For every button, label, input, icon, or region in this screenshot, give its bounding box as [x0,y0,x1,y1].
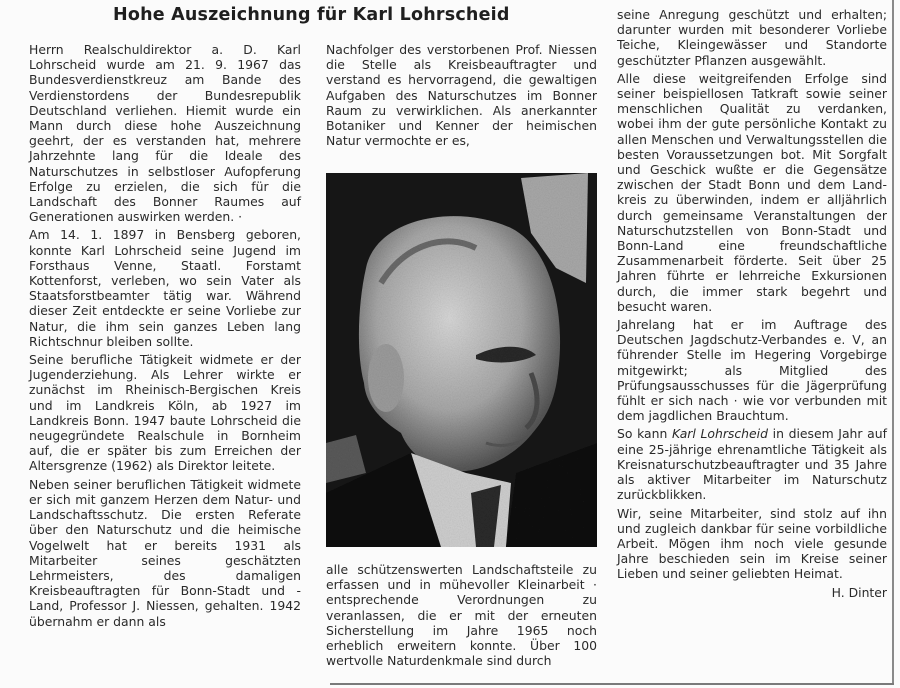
paragraph: Wir, seine Mitarbeiter, sind stolz auf ihn und zugleich dankbar für seine vorbildliche Arbeit. Mögen ihm noch viele gesunde Jahre beschieden sein im Kreise seiner Lieben und seiner geliebten Heimat. [617,505,887,582]
paragraph: Nachfolger des verstorbenen Prof. Niessen die Stelle als Kreisbeauftragter und verstand es hervorragend, die gewaltigen Aufgaben des Naturschutzes im Bonner Raum zu verwirklichen. Als anerkannter Botaniker und Kenner der heimischen Natur vermochte er es, [326,42,597,149]
paragraph [617,426,887,502]
paragraph: alle schützenswerten Landschaftsteile zu erfassen und in mühevoller Kleinarbeit · entsprechende Verordnungen zu veranlassen, die er mit der erneuten Sicherstellung im Jahre 1965 noch erheblich erweitern konnte. Über 100 wertvolle Naturdenkmale sind durch [326,562,597,669]
article-column-2-top [326,42,597,148]
portrait-photo [326,173,597,547]
paragraph: Am 14. 1. 1897 in Bensberg geboren, konnte Karl Lohrscheid seine Jugend im Forsthaus Venne, Staatl. Forstamt Kottenforst, verleben, wo sein Vater als Staatsforstbeamter tätig war. Während dieser Zeit entdeckte er seine Vorliebe zur Natur, die ihm sein ganzes Leben lang Richtschnur bleiben sollte. [29,227,301,349]
article-column-2-bottom [326,562,597,668]
column-border-right [892,0,894,684]
author-signature: H. Dinter [831,584,887,600]
paragraph: Alle diese weitgreifenden Erfolge sind seiner beispiellosen Tatkraft sowie seiner menschlichen Qualität zu verdanken, wobei ihm der gute persönliche Kontakt zu allen Menschen und Verwaltungsstellen die besten Voraussetzungen bot. Mit Sorgfalt und Geschick wußte er die Gegensätze zwischen der Stadt Bonn und dem Landkreis zu überwinden, indem er alljährlich durch gemeinsame Veranstaltungen der Naturschutzstellen von Bonn-Stadt und Bonn-Land eine freundschaftliche Zusammenarbeit förderte. Seit über 25 Jahren führte er lehrreiche Exkursionen durch, die immer stark begehrt und besucht waren. [617,70,887,314]
paragraph-text: So kann [617,426,673,442]
paragraph: seine Anregung geschützt und erhalten; darunter wurden mit besonderer Vorliebe Teiche, Kleingewässer und Standorte geschützter Pflanzen ausgewählt. [617,7,887,68]
article-title: Hohe Auszeichnung für Karl Lohrscheid [113,5,510,25]
paragraph: Jahrelang hat er im Auftrage des Deutschen Jagdschutz-Verbandes e. V, an führender Stelle im Hegering Vorgebirge mitgewirkt; als Mitglied des Prüfungsausschusses für die Jägerprüfung fühlt er sich nach · wie vor verbunden mit dem jagdlichen Brauchtum. [617,317,887,424]
paragraph: Herrn Realschuldirektor a. D. Karl Lohrscheid wurde am 21. 9. 1967 das Bundesverdienstkreuz am Bande des Verdienstordens der Bundesrepublik Deutschland verliehen. Hiemit wurde ein Mann durch diese hohe Auszeichnung geehrt, der es verstanden hat, mehrere Jahrzehnte lang für die Ideale des Naturschutzes in selbstloser Aufopferung Erfolge zu erzielen, die sich für die Landschaft des Bonner Raumes auf Generationen auswirken werden. · [29,42,301,225]
paragraph-text: in diesem Jahr auf eine 25-jährige ehrenamtliche Tätigkeit als Kreisnaturschutzbeauftragter und 35 Jahre als aktiver Mitarbeiter im Naturschutz zurückblikken. [617,426,887,503]
paragraph: Seine berufliche Tätigkeit widmete er der Jugenderziehung. Als Lehrer wirkte er zunächst im Rheinisch-Bergischen Kreis und im Landkreis Köln, ab 1927 im Landkreis Bonn. 1947 baute Lohrscheid die neugegründete Realschule in Bornheim auf, die er später bis zum Erreichen der Altersgrenze (1962) als Direktor leitete. [29,352,301,474]
article-column-1 [29,42,301,629]
portrait-image [326,173,597,547]
person-name: Karl Lohrscheid [672,426,768,442]
column-border-bottom [330,683,894,685]
paragraph: Neben seiner beruflichen Tätigkeit widmete er sich mit ganzem Herzen dem Natur- und Landschaftsschutz. Die ersten Referate über den Naturschutz und die heimische Vogelwelt hat er bereits 1931 als Mitarbeiter seines geschätzten Lehrmeisters, des damaligen Kreisbeauftragten für Bonn-Stadt und -Land, Professor J. Niessen, gehalten. 1942 übernahm er dann als [29,476,301,629]
article-column-3 [617,7,887,600]
